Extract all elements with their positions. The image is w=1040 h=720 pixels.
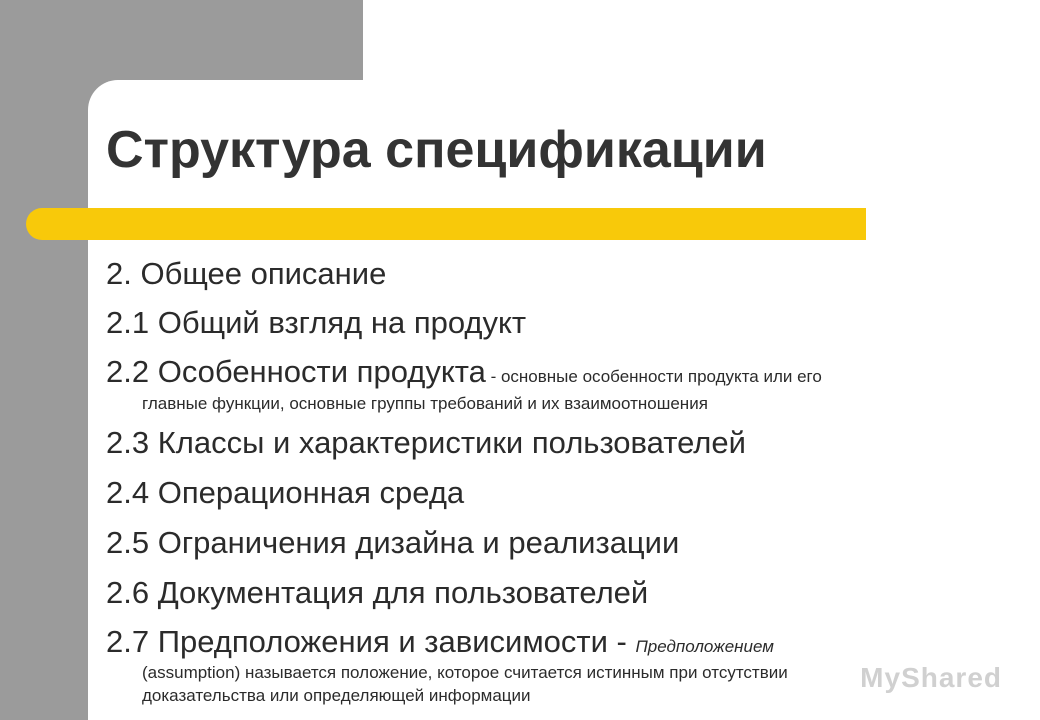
list-item: 2.6 Документация для пользователей bbox=[106, 575, 649, 610]
list-item: 2.1 Общий взгляд на продукт bbox=[106, 305, 527, 340]
list-item-note-continuation: главные функции, основные группы требований и их взаимоотношения bbox=[142, 394, 708, 413]
list-item-note: Предположением bbox=[635, 637, 774, 656]
list-item: 2. Общее описание bbox=[106, 256, 387, 291]
list-item-note-continuation: доказательства или определяющей информации bbox=[142, 686, 531, 705]
list-item bbox=[106, 624, 774, 665]
slide-title: Структура спецификации bbox=[106, 121, 767, 179]
list-item-label: 2.2 Особенности продукта bbox=[106, 354, 486, 389]
list-item-label: 2.7 Предположения и зависимости - bbox=[106, 624, 636, 659]
list-item-note-continuation: (assumption) называется положение, которое считается истинным при отсутствии bbox=[142, 663, 788, 682]
list-item bbox=[106, 354, 822, 395]
accent-bar bbox=[26, 208, 866, 240]
watermark-logo: MyShared bbox=[860, 662, 1002, 693]
list-item: 2.5 Ограничения дизайна и реализации bbox=[106, 525, 680, 560]
list-item: 2.3 Классы и характеристики пользователей bbox=[106, 425, 746, 460]
list-item: 2.4 Операционная среда bbox=[106, 475, 465, 510]
list-item-note: - основные особенности продукта или его bbox=[485, 367, 822, 386]
